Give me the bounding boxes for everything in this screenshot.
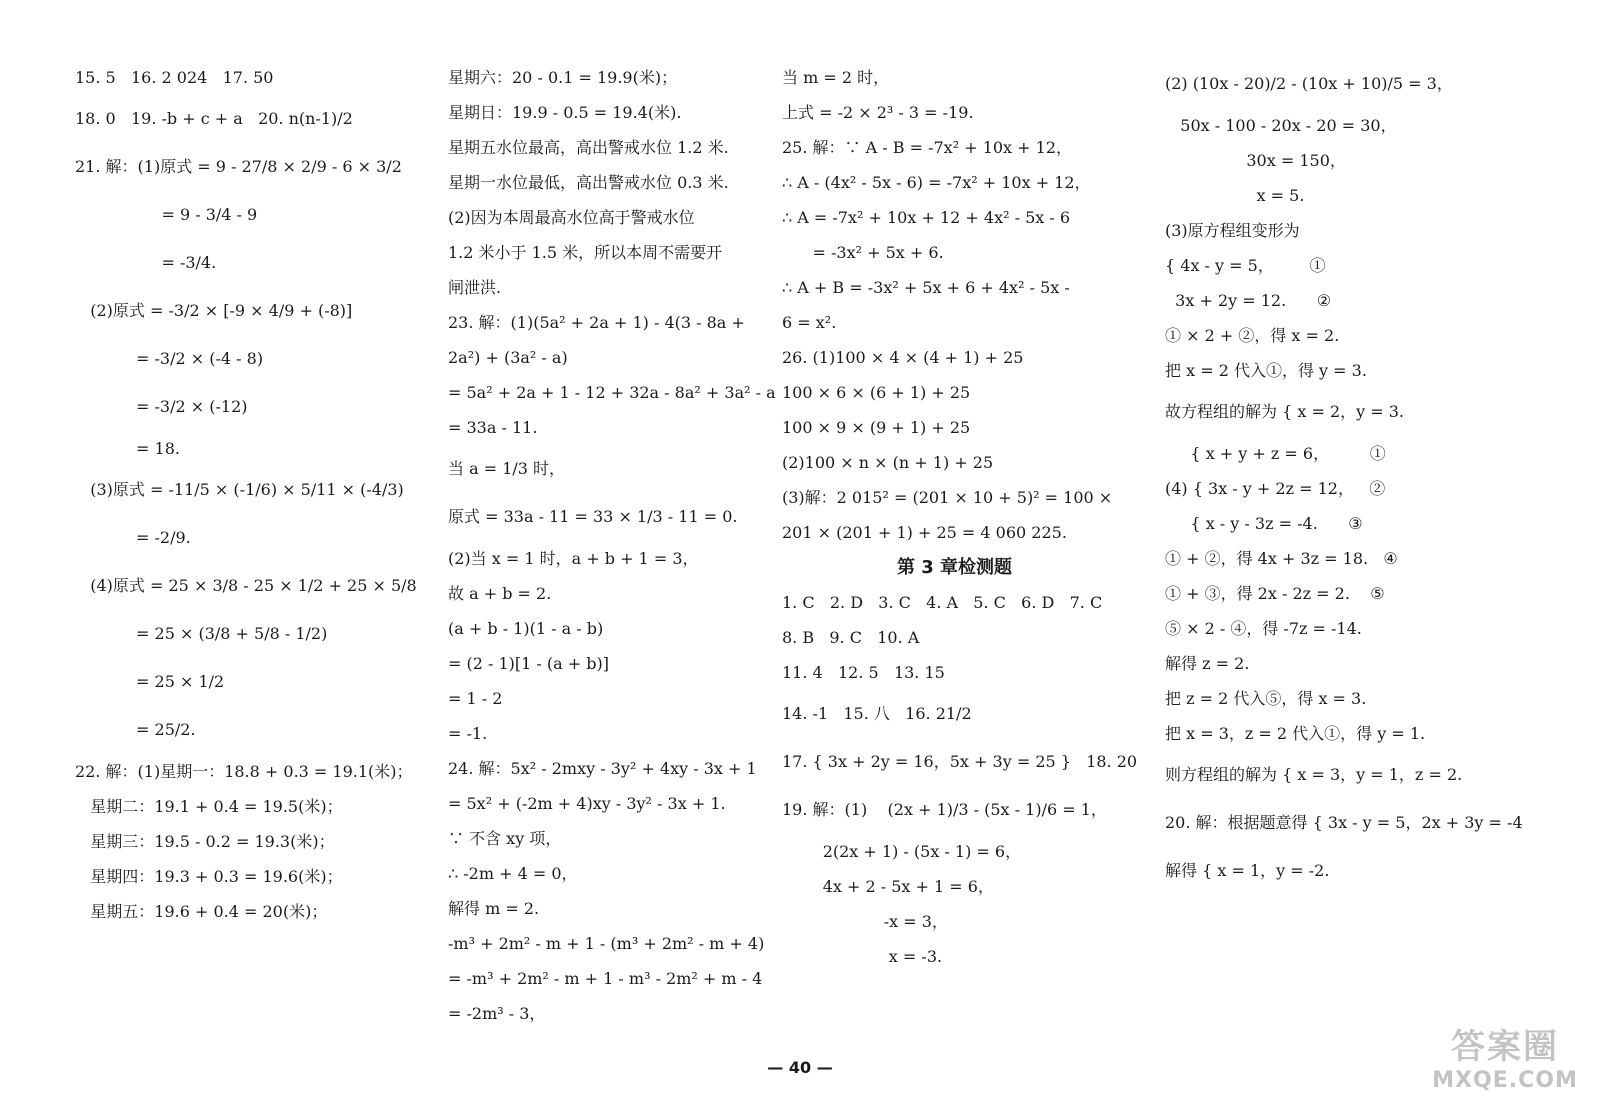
answer-line: 解得 { x = 1，y = -2. (1165, 861, 1330, 880)
answer-line: 4x + 2 - 5x + 1 = 6， (782, 876, 994, 896)
answer-line: 21. 解：(1)原式 = 9 - 27/8 × 2/9 - 6 × 3/2 (75, 157, 402, 176)
answer-line: = -3/4. (75, 253, 217, 272)
answer-line: { 4x - y = 5， ① (1165, 255, 1326, 275)
answer-line: 闸泄洪. (448, 277, 502, 297)
answer-line: ∴ A = -7x² + 10x + 12 + 4x² - 5x - 6 (782, 207, 1071, 227)
answer-line: 当 a = 1/3 时， (448, 459, 566, 478)
watermark-logo (1420, 1014, 1590, 1098)
answer-line: 故 a + b = 2. (448, 583, 552, 603)
watermark-text: 答案圈 (1451, 1027, 1559, 1067)
answer-line: 23. 解：(1)(5a² + 2a + 1) - 4(3 - 8a + (448, 312, 745, 332)
answer-line: 1. C 2. D 3. C 4. A 5. C 6. D 7. C (782, 592, 1103, 612)
answer-line: (4)原式 = 25 × 3/8 - 25 × 1/2 + 25 × 5/8 (75, 576, 417, 595)
answer-line: 星期六：20 - 0.1 = 19.9(米)； (448, 67, 678, 87)
answer-line: (3)原式 = -11/5 × (-1/6) × 5/11 × (-4/3) (75, 480, 404, 499)
answer-line: 原式 = 33a - 11 = 33 × 1/3 - 11 = 0. (448, 507, 738, 526)
answer-line: = -1. (448, 723, 488, 743)
answer-line: 19. 解：(1) (2x + 1)/3 - (5x - 1)/6 = 1， (782, 800, 1107, 819)
answer-line: 把 x = 3，z = 2 代入①，得 y = 1. (1165, 723, 1426, 743)
answer-line: = 9 - 3/4 - 9 (75, 205, 258, 224)
answer-line: = (2 - 1)[1 - (a + b)] (448, 653, 609, 673)
answer-line: 25. 解：∵ A - B = -7x² + 10x + 12， (782, 137, 1073, 157)
answer-line: ∵ 不含 xy 项， (448, 828, 562, 848)
answer-line: = 25 × (3/8 + 5/8 - 1/2) (75, 624, 328, 643)
answer-line: 30x = 150， (1165, 150, 1346, 170)
answer-line: 则方程组的解为 { x = 3，y = 1，z = 2. (1165, 765, 1463, 784)
answer-line: = 1 - 2 (448, 688, 503, 708)
answer-line: 星期五水位最高，高出警戒水位 1.2 米. (448, 137, 729, 157)
answer-line: 201 × (201 + 1) + 25 = 4 060 225. (782, 522, 1067, 542)
section-heading: 第 3 章检测题 (896, 556, 1013, 578)
answer-line: { x + y + z = 6， ① (1165, 443, 1386, 463)
answer-line: x = -3. (782, 946, 943, 966)
answer-line: ① × 2 + ②，得 x = 2. (1165, 325, 1340, 345)
answer-line: = 33a - 11. (448, 417, 538, 437)
answer-column-3 (782, 60, 1138, 974)
answer-line: 星期二：19.1 + 0.4 = 19.5(米)； (75, 796, 343, 816)
answer-line: = 18. (75, 438, 180, 458)
answer-line: 1.2 米小于 1.5 米，所以本周不需要开 (448, 242, 723, 262)
answer-line: { x - y - 3z = -4. ③ (1165, 513, 1363, 533)
answer-column-2 (448, 60, 778, 1031)
answer-line: 6 = x². (782, 312, 837, 332)
answer-line: x = 5. (1165, 185, 1305, 205)
answer-line: (a + b - 1)(1 - a - b) (448, 618, 604, 638)
answer-line: = 5x² + (-2m + 4)xy - 3y² - 3x + 1. (448, 793, 726, 813)
answer-line: = -3x² + 5x + 6. (782, 242, 944, 262)
answer-line: = -2m³ - 3， (448, 1003, 546, 1023)
answer-line: 2a²) + (3a² - a) (448, 347, 568, 367)
answer-line: (3)原方程组变形为 (1165, 220, 1300, 240)
answer-line: 星期五：19.6 + 0.4 = 20(米)； (75, 901, 328, 921)
answer-line: 星期三：19.5 - 0.2 = 19.3(米)； (75, 831, 335, 851)
answer-line: 24. 解：5x² - 2mxy - 3y² + 4xy - 3x + 1 (448, 758, 757, 778)
answer-line: 星期四：19.3 + 0.3 = 19.6(米)； (75, 866, 343, 886)
answer-line: ∴ A - (4x² - 5x - 6) = -7x² + 10x + 12， (782, 172, 1091, 192)
answer-column-1 (75, 60, 417, 929)
answer-line: (4) { 3x - y + 2z = 12， ② (1165, 478, 1386, 498)
answer-line: 解得 z = 2. (1165, 653, 1250, 673)
answer-line: 3x + 2y = 12. ② (1165, 290, 1332, 310)
answer-line: (2) (10x - 20)/2 - (10x + 10)/5 = 3， (1165, 74, 1453, 93)
answer-line: 故方程组的解为 { x = 2，y = 3. (1165, 402, 1405, 421)
answer-line: ∴ A + B = -3x² + 5x + 6 + 4x² - 5x - (782, 277, 1070, 297)
answer-line: = 5a² + 2a + 1 - 12 + 32a - 8a² + 3a² - a (448, 382, 776, 402)
answer-line: ⑤ × 2 - ④，得 -7z = -14. (1165, 618, 1362, 638)
page-number: — 40 — (767, 1058, 833, 1077)
answer-line: (2)当 x = 1 时，a + b + 1 = 3， (448, 548, 699, 568)
answer-line: 星期日：19.9 - 0.5 = 19.4(米). (448, 102, 682, 122)
answer-line: = 25 × 1/2 (75, 672, 225, 691)
answer-line: 上式 = -2 × 2³ - 3 = -19. (782, 102, 974, 122)
answer-line: 星期一水位最低，高出警戒水位 0.3 米. (448, 172, 729, 192)
answer-line: 解得 m = 2. (448, 898, 540, 918)
answer-line: 100 × 6 × (6 + 1) + 25 (782, 382, 971, 402)
answer-line: 15. 5 16. 2 024 17. 50 (75, 67, 274, 87)
watermark-url: MXQE.COM (1432, 1068, 1578, 1093)
answer-line: 当 m = 2 时， (782, 67, 890, 87)
answer-line: (2)100 × n × (n + 1) + 25 (782, 452, 994, 472)
answer-line: ① + ②，得 4x + 3z = 18. ④ (1165, 548, 1398, 568)
answer-line: 2(2x + 1) - (5x - 1) = 6， (782, 841, 1022, 861)
answer-line: -x = 3， (782, 911, 948, 931)
answer-line: (3)解：2 015² = (201 × 10 + 5)² = 100 × (782, 487, 1113, 507)
answer-line: 8. B 9. C 10. A (782, 627, 920, 647)
answer-line: 17. { 3x + 2y = 16，5x + 3y = 25 } 18. 20 (782, 752, 1138, 771)
answer-line: 50x - 100 - 20x - 20 = 30， (1165, 115, 1397, 135)
answer-line: (2)原式 = -3/2 × [-9 × 4/9 + (-8)] (75, 301, 353, 320)
answer-line: 11. 4 12. 5 13. 15 (782, 662, 945, 682)
answer-line: -m³ + 2m² - m + 1 - (m³ + 2m² - m + 4) (448, 933, 765, 953)
answer-line: = -2/9. (75, 528, 191, 547)
answer-line: 20. 解：根据题意得 { 3x - y = 5，2x + 3y = -4 (1165, 813, 1523, 832)
answer-line: = -3/2 × (-4 - 8) (75, 349, 264, 368)
answer-line: = -3/2 × (-12) (75, 397, 248, 416)
answer-column-4 (1165, 60, 1570, 895)
answer-line: ① + ③，得 2x - 2z = 2. ⑤ (1165, 583, 1385, 603)
answer-line: 22. 解：(1)星期一：18.8 + 0.3 = 19.1(米)； (75, 761, 413, 781)
answer-line: = 25/2. (75, 720, 196, 739)
answer-line: 100 × 9 × (9 + 1) + 25 (782, 417, 971, 437)
answer-line: (2)因为本周最高水位高于警戒水位 (448, 207, 695, 227)
answer-line: = -m³ + 2m² - m + 1 - m³ - 2m² + m - 4 (448, 968, 763, 988)
answer-line: ∴ -2m + 4 = 0， (448, 863, 578, 883)
answer-line: 18. 0 19. -b + c + a 20. n(n-1)/2 (75, 109, 353, 128)
answer-line: 26. (1)100 × 4 × (4 + 1) + 25 (782, 347, 1024, 367)
answer-line: 把 z = 2 代入⑤，得 x = 3. (1165, 688, 1367, 708)
answer-line: 把 x = 2 代入①，得 y = 3. (1165, 360, 1367, 380)
answer-line: 14. -1 15. 八 16. 21/2 (782, 704, 972, 723)
